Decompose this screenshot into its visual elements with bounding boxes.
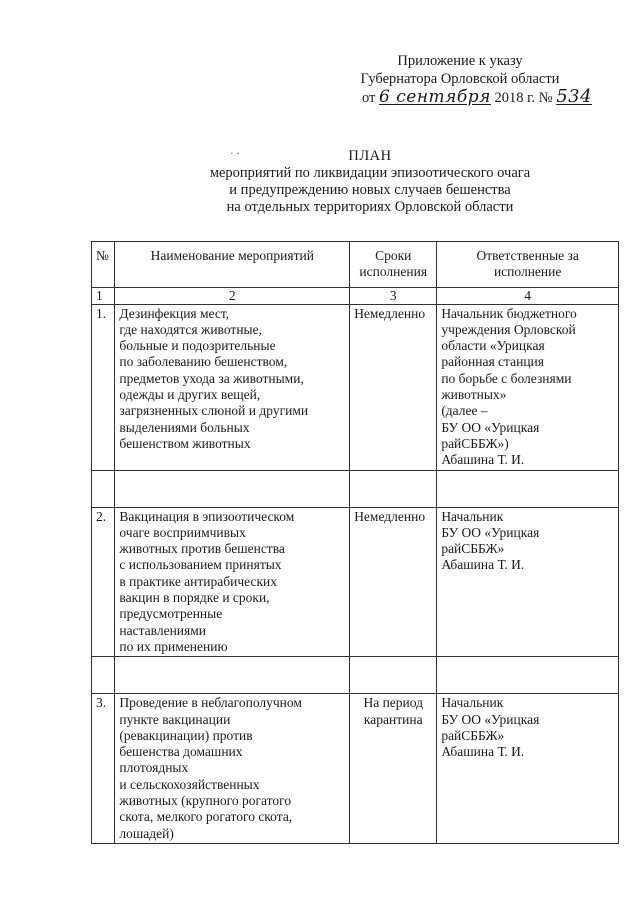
table-row-spacer: [92, 470, 619, 507]
row-number: 1.: [92, 304, 115, 470]
table-row: [92, 694, 619, 844]
document-title: [130, 148, 610, 216]
measure-responsible: Начальник БУ ОО «Урицкая райСББЖ» Абашина Т. И.: [437, 507, 619, 657]
column-number: 1: [92, 287, 115, 304]
title-heading: ПЛАН: [348, 148, 392, 164]
title-line-3: на отдельных территориях Орловской области: [226, 199, 514, 215]
header-cell-responsible: Ответственные за исполнение: [437, 242, 619, 288]
row-number: 2.: [92, 507, 115, 657]
plan-table: [91, 241, 619, 844]
title-line-2: и предупреждению новых случаев бешенства: [229, 182, 511, 198]
table-row: [92, 507, 619, 657]
table-row-spacer: [92, 657, 619, 694]
column-number-row: [92, 287, 619, 304]
measure-term: На период карантина: [350, 694, 437, 844]
appendix-header: [340, 52, 593, 107]
measure-responsible: Начальник БУ ОО «Урицкая райСББЖ» Абашина Т. И.: [437, 694, 619, 844]
appendix-line-2: Губернатора Орловской области: [360, 71, 560, 87]
title-line-1: мероприятий по ликвидации эпизоотического очага: [209, 165, 531, 181]
handwritten-number: 534: [556, 86, 593, 107]
measure-responsible: Начальник бюджетного учреждения Орловской области «Урицкая районная станция по борьбе с болезнями животных» (далее – БУ ОО «Урицкая райСББЖ») Абашина Т. И.: [437, 304, 619, 470]
scan-marks: · ·: [230, 148, 241, 160]
header-cell-term: Сроки исполнения: [350, 242, 437, 288]
appendix-date-line: [340, 86, 593, 107]
handwritten-date: 6 сентября: [379, 87, 491, 107]
table-row: [92, 304, 619, 470]
appendix-line-1: Приложение к указу: [397, 53, 523, 69]
measure-name: Дезинфекция мест, где находятся животные, больные и подозрительные по заболеванию бешенством, предметов ухода за животными, одежды и других вещей, загрязненных слюной и другими выделениями больных бешенством животных: [115, 304, 350, 470]
header-cell-name: Наименование мероприятий: [115, 242, 350, 288]
column-number: 3: [350, 287, 437, 304]
measure-term: Немедленно: [350, 304, 437, 470]
year-text: 2018 г. №: [494, 90, 553, 106]
measure-term: Немедленно: [350, 507, 437, 657]
table-header-row: [92, 242, 619, 288]
measure-name: Вакцинация в эпизоотическом очаге восприимчивых животных против бешенства с использованием принятых в практике антирабических вакцин в порядке и сроки, предусмотренные наставлениями по их применению: [115, 507, 350, 657]
header-cell-number: №: [92, 242, 115, 288]
measure-name: Проведение в неблагополучном пункте вакцинации (ревакцинации) против бешенства домашних плотоядных и сельскохозяйственных животных (крупного рогатого скота, мелкого рогатого скота, лошадей): [115, 694, 350, 844]
column-number: 2: [115, 287, 350, 304]
row-number: 3.: [92, 694, 115, 844]
column-number: 4: [437, 287, 619, 304]
date-prefix: от: [362, 90, 376, 106]
